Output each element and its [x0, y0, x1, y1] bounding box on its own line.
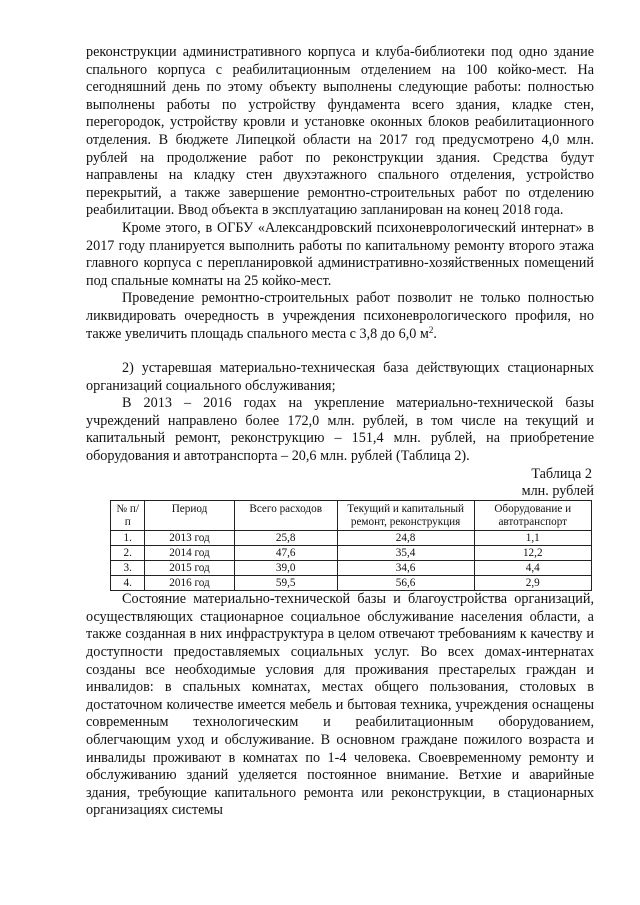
expenses-table [110, 500, 592, 591]
table-cell: 1. [111, 531, 145, 546]
table-cell: 24,8 [337, 531, 474, 546]
table-cell: 3. [111, 561, 145, 576]
table-row [111, 561, 592, 576]
paragraph-repair-works [86, 290, 594, 343]
table-cell: 4,4 [474, 561, 592, 576]
paragraph-gap [86, 343, 594, 360]
table-cell: 35,4 [337, 546, 474, 561]
table-cell: 4. [111, 576, 145, 591]
table-cell: 2014 год [145, 546, 234, 561]
table-cell: 1,1 [474, 531, 592, 546]
table-row [111, 531, 592, 546]
document-page [86, 44, 594, 820]
header-period: Период [145, 501, 234, 531]
table-cell: 39,0 [234, 561, 337, 576]
header-equipment: Оборудование и автотранспорт [474, 501, 592, 531]
paragraph-funding-2013-2016: В 2013 – 2016 годах на укрепление материально-технической базы учреждений направлено более 172,0 млн. рублей, в том числе на текущий и капитальный ремонт, реконструкцию – 151,4 млн. рублей, на приобретение оборудования и автотранспорта – 20,6 млн. рублей (Таблица 2). [86, 395, 594, 465]
table-units: млн. рублей [521, 483, 594, 500]
table-cell: 34,6 [337, 561, 474, 576]
paragraph-repair-text: Проведение ремонтно-строительных работ позволит не только полностью ликвидировать очередность в учреждения психоневрологического профиля, но также увеличить площадь спального места с 3,8 до 6,0 м [86, 290, 594, 342]
table-row [111, 546, 592, 561]
table-cell: 2. [111, 546, 145, 561]
paragraph-outdated-base: 2) устаревшая материально-техническая база действующих стационарных организаций социального обслуживания; [86, 360, 594, 394]
header-repair: Текущий и капитальный ремонт, реконструкция [337, 501, 474, 531]
table-header-row [111, 501, 592, 531]
paragraph-alexandrovsky: Кроме этого, в ОГБУ «Александровский психоневрологический интернат» в 2017 году планируется выполнить работы по капитальному ремонту второго этажа главного корпуса с перепланировкой административно-хозяйственных помещений под спальные комнаты на 25 койко-мест. [86, 219, 594, 289]
square-superscript: 2 [428, 324, 434, 335]
table-cell: 25,8 [234, 531, 337, 546]
table-cell: 12,2 [474, 546, 592, 561]
header-number: № п/п [111, 501, 145, 531]
paragraph-material-state: Состояние материально-технической базы и благоустройства организаций, осуществляющих стационарное социальное обслуживание населения области, а также созданная в них инфраструктура в целом отвечают требованиям к качеству и доступности предоставляемых социальных услуг. Во всех домах-интернатах созданы все необходимые условия для проживания престарелых граждан и инвалидов: в спальных комнатах, местах общего пользования, столовых в достаточном количестве имеется мебель и бытовая техника, учреждения оснащены современным технологическим и реабилитационным оборудованием, облегчающим уход и обслуживание. В основном граждане пожилого возраста и инвалиды проживают в комнатах по 1-4 человека. Своевременному ремонту и обслуживанию зданий уделяется постоянное внимание. Ветхие и аварийные здания, требующие капитального ремонта или реконструкции, в стационарных организациях системы [86, 591, 594, 819]
table-caption: Таблица 2 [531, 465, 592, 482]
table-row [111, 576, 592, 591]
table-cell: 59,5 [234, 576, 337, 591]
table-cell: 56,6 [337, 576, 474, 591]
table-cell: 2015 год [145, 561, 234, 576]
header-total: Всего расходов [234, 501, 337, 531]
paragraph-reconstruction: реконструкции административного корпуса и клуба-библиотеки под одно здание спального корпуса с реабилитационным отделением на 100 койко-мест. На сегодняшний день по этому объекту выполнены следующие работы: полностью выполнены работы по устройству фундамента всего здания, кладке стен, перегородок, устройству кровли и установке оконных блоков реабилитационного отделения. В бюджете Липецкой области на 2017 год предусмотрено 4,0 млн. рублей на продолжение работ по реконструкции здания. Средства будут направлены на кладку стен двухэтажного спального отделения, устройство перекрытий, а также завершение ремонтно-строительных работ по отделению реабилитации. Ввод объекта в эксплуатацию запланирован на конец 2018 года. [86, 44, 594, 219]
table-cell: 47,6 [234, 546, 337, 561]
table-cell: 2016 год [145, 576, 234, 591]
paragraph-repair-end: . [433, 325, 437, 342]
table-cell: 2013 год [145, 531, 234, 546]
table-cell: 2,9 [474, 576, 592, 591]
